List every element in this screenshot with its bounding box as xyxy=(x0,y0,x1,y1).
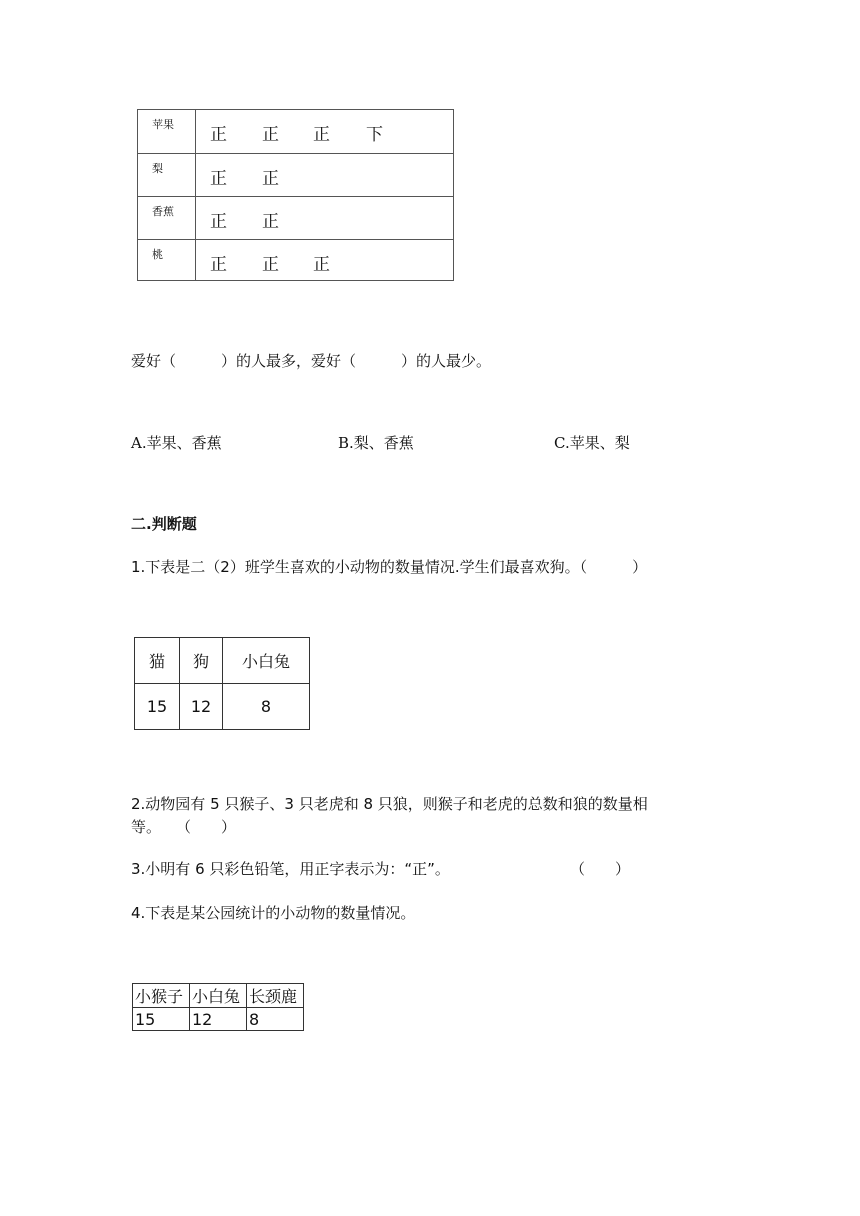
option-b: B.梨、香蕉 xyxy=(338,434,414,452)
tally-mark: 正 xyxy=(262,212,279,232)
question-3-paren: （ ） xyxy=(570,860,631,878)
table-row xyxy=(133,1008,304,1031)
tally-mark: 正 xyxy=(313,125,330,145)
fruit-label: 梨 xyxy=(152,162,163,175)
tally-mark: 正 xyxy=(210,255,227,275)
question-4: 4.下表是某公园统计的小动物的数量情况。 xyxy=(131,904,416,922)
tally-row-apple xyxy=(138,110,453,153)
fruit-label: 苹果 xyxy=(152,118,174,131)
table-row xyxy=(135,638,310,684)
question-2-line1: 2.动物园有 5 只猴子、3 只老虎和 8 只狼，则猴子和老虎的总数和狼的数量相 xyxy=(131,795,648,813)
table-cell: 8 xyxy=(247,1008,304,1031)
tally-mark: 正 xyxy=(313,255,330,275)
tally-mark: 正 xyxy=(210,212,227,232)
table-cell: 猫 xyxy=(135,638,180,684)
tally-row-peach xyxy=(138,239,453,283)
tally-mark: 正 xyxy=(262,255,279,275)
table-cell: 12 xyxy=(180,684,223,730)
tally-row-pear xyxy=(138,153,453,197)
tally-mark: 正 xyxy=(210,169,227,189)
option-a: A.苹果、香蕉 xyxy=(131,434,222,452)
fill-question: 爱好（ ）的人最多，爱好（ ）的人最少。 xyxy=(131,352,492,370)
animal-table-2 xyxy=(132,983,304,1031)
section-title: 二.判断题 xyxy=(131,515,197,533)
table-row xyxy=(135,684,310,730)
table-row xyxy=(133,984,304,1008)
question-2-line2: 等。 （ ） xyxy=(131,818,237,836)
tally-table xyxy=(137,109,454,281)
question-1: 1.下表是二（2）班学生喜欢的小动物的数量情况.学生们最喜欢狗。（ ） xyxy=(131,558,648,576)
question-3: 3.小明有 6 只彩色铅笔，用正字表示为：“正”。 xyxy=(131,860,450,878)
table-cell: 长颈鹿 xyxy=(247,984,304,1008)
tally-row-banana xyxy=(138,196,453,240)
table-cell: 小白兔 xyxy=(223,638,310,684)
tally-mark: 下 xyxy=(366,125,383,145)
table-cell: 小白兔 xyxy=(190,984,247,1008)
table-cell: 8 xyxy=(223,684,310,730)
tally-mark: 正 xyxy=(262,125,279,145)
tally-mark: 正 xyxy=(262,169,279,189)
table-cell: 12 xyxy=(190,1008,247,1031)
option-c: C.苹果、梨 xyxy=(554,434,630,452)
fruit-label: 香蕉 xyxy=(152,205,174,218)
table-cell: 狗 xyxy=(180,638,223,684)
tally-mark: 正 xyxy=(210,125,227,145)
table-cell: 小猴子 xyxy=(133,984,190,1008)
fruit-label: 桃 xyxy=(152,248,163,261)
table-cell: 15 xyxy=(135,684,180,730)
animal-table-1 xyxy=(134,637,310,730)
table-cell: 15 xyxy=(133,1008,190,1031)
